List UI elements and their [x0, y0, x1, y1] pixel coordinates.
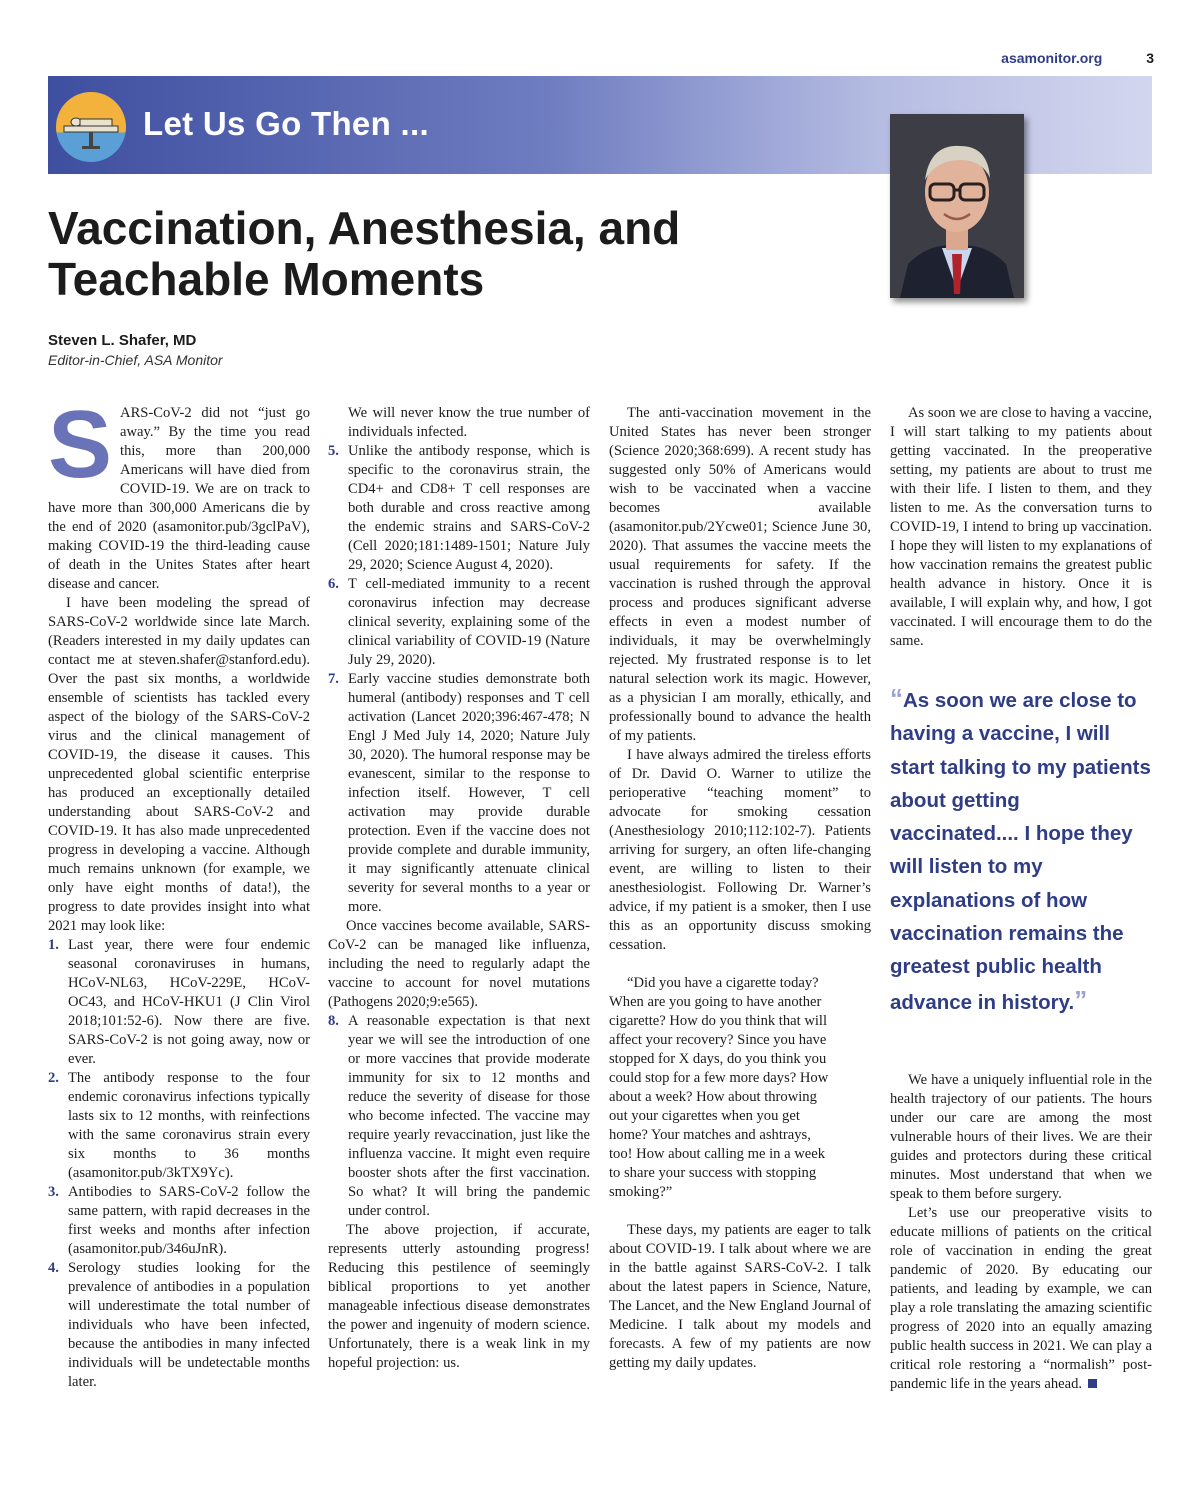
list-item-continued: We will never know the true number of individuals infected.: [348, 405, 590, 440]
author-photo: [890, 114, 1024, 298]
column-4: [890, 404, 1152, 651]
paragraph: I have been modeling the spread of SARS-CoV-2 worldwide since late March. (Readers interested in my daily updates can contact me at steven.shafer@stanford.edu). Over the past six months, a worldwide ensemble of scientists has tackled every aspect of the biology of the SARS-CoV-2 virus and the clinical management of COVID-19, the disease it causes. This unprecedented global scientific enterprise has produced an exceptionally detailed understanding about SARS-CoV-2 and COVID-19. It has also made unprecedented progress in developing a vaccine. Although much remains unknown (for example, we only have eight months of data!), the progress to date provides insight into what 2021 may look like:: [48, 595, 310, 934]
open-quote-mark: “: [890, 683, 903, 713]
numbered-list: [328, 404, 590, 917]
page-number: 3: [1146, 50, 1154, 66]
block-quote: “Did you have a cigarette today? When are you going to have another cigarette? How do you think that will affect your recovery? Since you have stopped for X days, do you think you could stop for a few more days? How about a week? How about throwing out your cigarettes when you get home? Your matches and ashtrays, too! How about calling me in a week to share your success with stopping smoking?”: [609, 975, 829, 1200]
column-2: [328, 404, 590, 1373]
paragraph: Let’s use our preoperative visits to educate millions of patients on the critical role of vaccination in ending the great pandemic of 2020. By educating our patients, and leading by example, we can play a role translating the amazing scientific progress of 2020 into an equally amazing public health success in 2021. We can play a critical role restoring a “normalish” post-pandemic life in the years ahead.: [890, 1205, 1152, 1392]
numbered-list: [48, 936, 310, 1392]
close-quote-mark: ”: [1074, 984, 1088, 1015]
column-3: [609, 404, 871, 1373]
author-name: Steven L. Shafer, MD: [48, 332, 197, 349]
column-4-lower: [890, 1071, 1152, 1394]
paragraph: Once vaccines become available, SARS-CoV-2 can be managed like influenza, including the need to regularly adapt the vaccine to account for novel mutations (Pathogens 2020;9:e565).: [328, 918, 590, 1010]
paragraph: I have always admired the tireless efforts of Dr. David O. Warner to utilize the perioperative “teaching moment” to advocate for smoking cessation (Anesthesiology 2010;112:102-7). Patients arriving for surgery, an often life-changing event, are willing to listen to their anesthesiologist. Following Dr. Warner’s advice, if my patient is a smoker, then I use this as an opportunity discuss smoking cessation.: [609, 747, 871, 953]
end-mark: [1088, 1379, 1097, 1388]
pull-quote-text: As soon we are close to having a vaccine, I will start talking to my patients about getting vaccinated.... I hope they will listen to my explanations of how vaccination remains the greatest public health advance in history.: [890, 689, 1151, 1014]
numbered-list: [328, 1012, 590, 1221]
paragraph: The above projection, if accurate, represents utterly astounding progress! Reducing this pestilence of seemingly biblical proportions to yet another manageable infectious disease demonstrates the power and ingenuity of modern science. Unfortunately, there is a weak link in my hopeful projection: us.: [328, 1222, 590, 1371]
page-header: [1001, 50, 1154, 66]
list-item: 1. Last year, there were four endemic seasonal coronaviruses in humans, HCoV-NL63, HCoV-229E, HCoV-OC43, and HCoV-HKU1 (J Clin Virol 2018;101:52-6). Now there are five. SARS-CoV-2 is not going away, now or ever.: [48, 937, 310, 1067]
paragraph: SARS-CoV-2 did not “just go away.” By the time you read this, more than 200,000 Americans will have died from COVID-19. We are on track to have more than 300,000 Americans die by the end of 2020 (asamonitor.pub/3gclPaV), making COVID-19 the third-leading cause of death in the Unites States after heart disease and cancer.: [48, 391, 310, 592]
list-item: 4. Serology studies looking for the prevalence of antibodies in a population will underestimate the total number of individuals who have been infected, because the antibodies in many infected individuals will be undetectable months later.: [48, 1260, 310, 1390]
list-item: 2. The antibody response to the four endemic coronavirus infections typically lasts six to 12 months, with reinfections with the same coronavirus strain every six months to 36 months (asamonitor.pub/3kTX9Yc).: [48, 1070, 310, 1181]
drop-cap: S: [48, 391, 113, 498]
paragraph: As soon we are close to having a vaccine, I will start talking to my patients about getting vaccinated. In the preoperative setting, my patients are about to trust me with their life. I listen to them, and they listen to me. As the conversation turns to COVID-19, I intend to bring up vaccination. I hope they will listen to my explanations of how vaccination remains the greatest public health advance in history. Once it is available, I will explain why, and how, I got vaccinated. I will encourage them to do the same.: [890, 405, 1152, 649]
column-1: [48, 391, 310, 1392]
author-role: Editor-in-Chief, ASA Monitor: [48, 352, 223, 368]
list-item: 6. T cell-mediated immunity to a recent coronavirus infection may decrease clinical severity, explaining some of the clinical variability of COVID-19 (Nature July 29, 2020).: [328, 576, 590, 668]
pull-quote: [890, 682, 1152, 1019]
paragraph: These days, my patients are eager to talk about COVID-19. I talk about where we are in the battle against SARS-CoV-2. I talk about the latest papers in Science, Nature, The Lancet, and the New England Journal of Medicine. I talk about my models and forecasts. A few of my patients are now getting my daily updates.: [609, 1222, 871, 1371]
series-title: Let Us Go Then ...: [143, 105, 429, 142]
list-item: 3. Antibodies to SARS-CoV-2 follow the same pattern, with rapid decreases in the first weeks and months after infection (asamonitor.pub/346uJnR).: [48, 1184, 310, 1257]
paragraph: The anti-vaccination movement in the United States has never been stronger (Science 2020;368:699). A recent study has suggested only 50% of Americans would wish to be vaccinated when a vaccine becomes available (asamonitor.pub/2Ycwe01; Science June 30, 2020). That assumes the vaccine meets the usual requirements for safety. If the vaccination is rushed through the approval process and produces significant adverse effects in even a modest number of individuals, it may be overwhelmingly rejected. My frustrated response is to let natural selection work its magic. However, as a physician I am morally, ethically, and professionally bound to advance the health of my patients.: [609, 405, 871, 744]
list-item: 5. Unlike the antibody response, which is specific to the coronavirus strain, the CD4+ and CD8+ T cell responses are both durable and cross reactive among the endemic strains and SARS-CoV-2 (Cell 2020;181:1489-1501; Nature July 29, 2020; Science August 4, 2020).: [328, 443, 590, 573]
headline: Vaccination, Anesthesia, and Teachable Moments: [48, 202, 681, 305]
list-item: 8. A reasonable expectation is that next year we will see the introduction of one or more vaccines that provide moderate immunity for six to 12 months and reduce the severity of disease for those who become infected. The vaccine may require yearly revaccination, just like the influenza vaccine. It might even require booster shots after the first vaccination. So what? It will bring the pandemic under control.: [328, 1013, 590, 1219]
etherized-patient-logo-icon: [56, 92, 126, 162]
list-item: 7. Early vaccine studies demonstrate both humeral (antibody) responses and T cell activation (Lancet 2020;396:467-478; N Engl J Med July 14, 2020; Nature July 30, 2020). The humoral response may be evanescent, similar to the response to infection itself. However, T cell activation may provide durable protection. Even if the vaccine does not provide complete and durable immunity, it may significantly attenuate clinical severity for several months to a year or more.: [328, 671, 590, 915]
site-url[interactable]: asamonitor.org: [1001, 50, 1103, 66]
paragraph: We have a uniquely influential role in the health trajectory of our patients. The hours under our care are among the most vulnerable hours of their lives. We are their guides and protectors during these critical minutes. Most understand that when we speak to them before surgery.: [890, 1072, 1152, 1202]
